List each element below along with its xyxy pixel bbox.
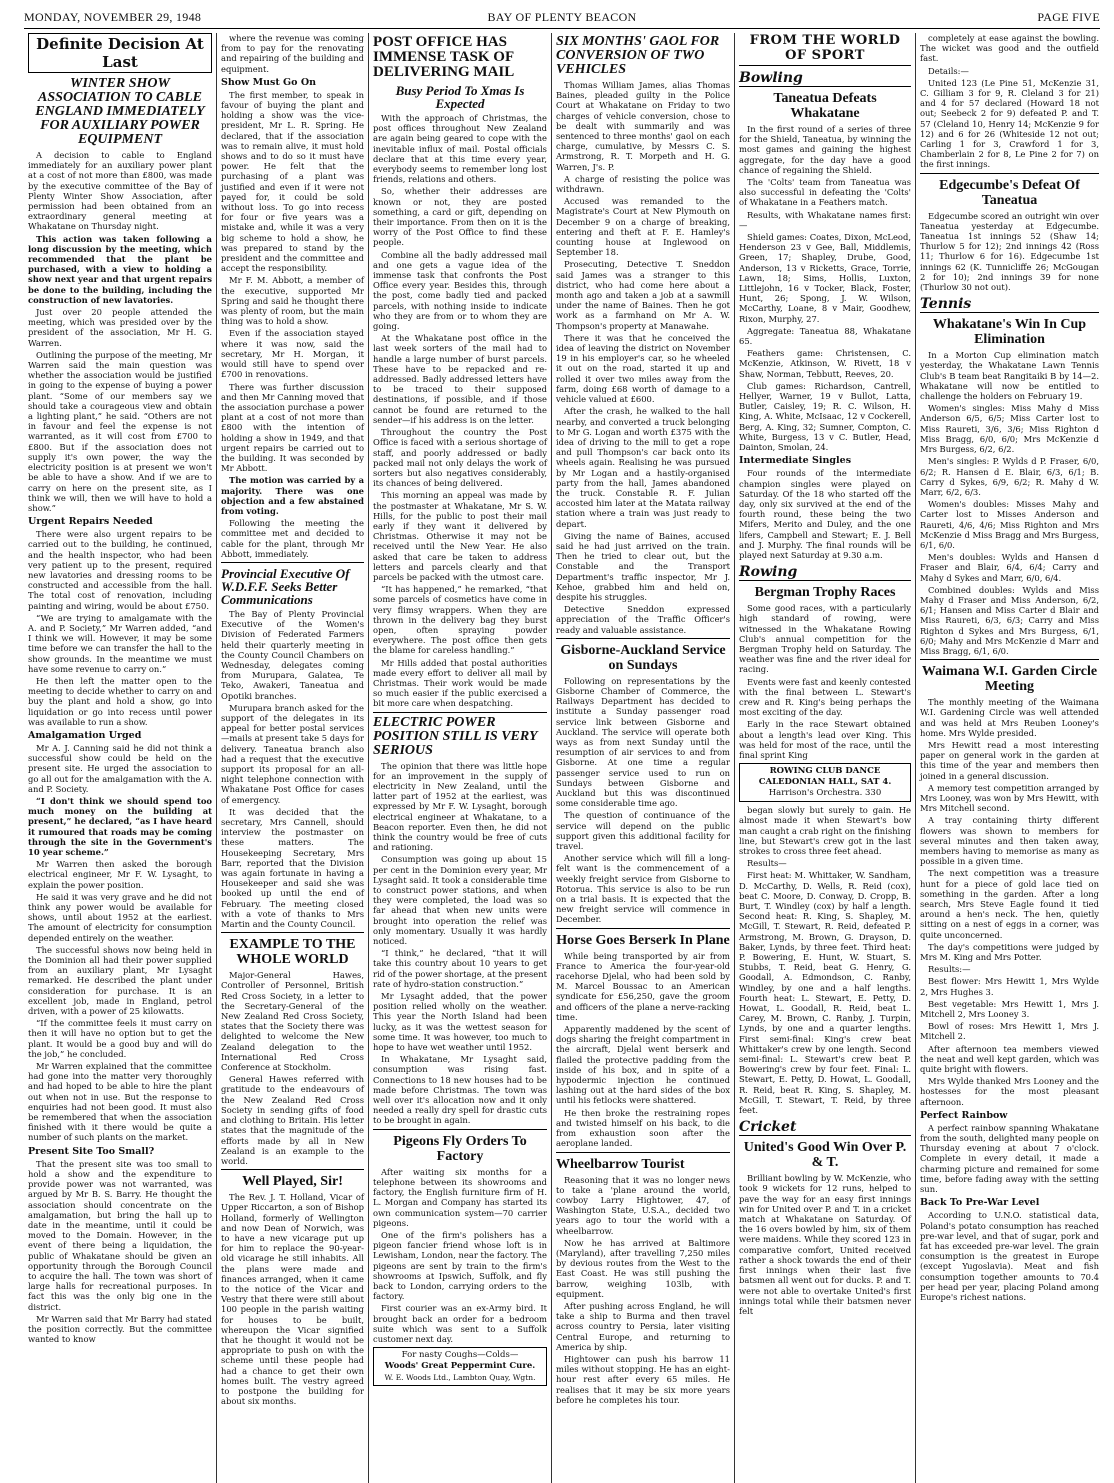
article-headline-waimana: Waimana W.I. Garden Circle Meeting <box>921 664 1098 695</box>
paragraph: Mr Lysaght added, that the power position relied wholly on the weather. This year the North Island had been lucky, as it was the wettest season for some time. It was however, too much to hope to have wet weather until 1952. <box>373 991 547 1053</box>
paragraph: The Bay of Plenty Provincial Executive of the Women's Division of Federated Farmers held their quarterly meeting in the County Council Chambers on Wednesday, delegates coming from Murupara, Galatea, Te Teko, Awakeri, Taneatua and Opotiki branches. <box>221 608 364 701</box>
article-headline-gaol: SIX MONTHS' GAOL FOR CONVERSION OF TWO VEHICLES <box>556 34 720 77</box>
column-4 <box>552 33 735 1483</box>
paragraph: completely at ease against the bowling. The wicket was good and the outfield fast. <box>920 33 1099 64</box>
paragraph: With the approach of Christmas, the post offices throughout New Zealand are again being geared to cope with the inevitable influx of mail. Postal officials declare that at this time every year, everybody seems to remember long lost friends, relations and others. <box>373 113 547 185</box>
section-label-bowling: Bowling <box>739 70 911 87</box>
paragraph: Results:— <box>928 964 971 975</box>
article-headline-winter-show: WINTER SHOW ASSOCIATION TO CABLE ENGLAND IMMEDIATELY FOR AUXILIARY POWER EQUIPMENT <box>35 76 205 147</box>
paragraph: After waiting six months for a telephone between its showrooms and factory, the English furniture firm of H. L. Morgan and Company has started its own communication system—70 carrier pigeons. <box>373 1166 547 1228</box>
paragraph: The Rev. J. T. Holland, Vicar of Upper Riccarton, a son of Bishop Holland, formerly of Wellington and now Dean of Norwich, was to have a new vicarage put up for him to replace the 90-year-old vicarage he still inhabits. All the plans were made and finances arranged, when it came to the notice of the Vicar and Vestry that there were still about 100 people in the parish waiting for houses to be built, whereupon the Vicar signified that he thought it would not be appropriate to push on with the scheme until these people had had a chance to get their own homes built. The vestry agreed to postpone the building for about six months. <box>221 1192 364 1407</box>
paragraph: Some good races, with a particularly high standard of rowing, were witnessed in the Whakatane Rowing Club's annual competition for the Bergman Trophy held on Saturday. The weather was fine and the river ideal for racing. <box>739 603 911 675</box>
paragraph: Four rounds of the intermediate champion singles were played on Saturday. Of the 18 who started off the day, only six survived at the end of the fourth round, these being the two Mifers, Merito and Duley, and the one lifers, Campbell and Stewart; E. J. Bell and J. Murphy. The final rounds will be played next Saturday at 9.30 a.m. <box>739 468 911 560</box>
paragraph: Major-General Hawes, Controller of Personnel, British Red Cross Society, in a letter to the Secretary-General of the New Zealand Red Cross Society, states that the Society there was delighted to welcome the New Zealand delegation to the International Red Cross Conference at Stockholm. <box>221 970 364 1073</box>
paragraph: Giving the name of Baines, accused said he had just arrived on the train. Then he tried to clear out, but the Constable and the Transport Department's traffic inspector, Mr J. Kehoe, grabbed him and held on, despite his struggles. <box>556 530 730 602</box>
divider <box>221 1169 364 1170</box>
paragraph: Mr Warren explained that the committee had gone into the matter very thoroughly and had hoped to be able to hire the plant out when not in use. But the response to enquiries had not been good. It must also be remembered that when the association finished with it there would be quite a number of such plants on the market. <box>28 1061 212 1143</box>
divider <box>221 562 364 563</box>
column-2 <box>217 33 369 1483</box>
sport-banner: FROM THE WORLD OF SPORT <box>739 33 911 66</box>
paragraph: Best vegetable: Mrs Hewitt 1, Mrs J. Mitchell 2, Mrs Looney 3. <box>920 998 1099 1020</box>
column-3 <box>369 33 552 1483</box>
advertisement-woods-peppermint <box>373 1347 547 1386</box>
paragraph: He then broke the restraining ropes and twisted himself on his back, to die from exhaustion soon after the aeroplane landed. <box>556 1107 730 1149</box>
paragraph: Events were fast and keenly contested with the final between L. Stewart's crew and R. King's being perhaps the most exciting of the day. <box>739 676 911 718</box>
paragraph: In Whakatane, Mr Lysaght said, consumption was rising fast. Connections to 18 new houses had to be made before Christmas. The town was well over it's allocation now and it only needed a really dry spell for drastic cuts to be brought in again. <box>373 1054 547 1126</box>
paragraph: This action was taken following a long discussion by the meeting, which recommended that the plant be purchased, with a view to holding a show next year and that urgent repairs be done to the building, including the construction of new lavatories. <box>28 233 212 305</box>
ad-line: ROWING CLUB DANCE <box>769 766 881 777</box>
paragraph: There was further discussion and then Mr Canning moved that the association purchase a power plant at a cost of not more than £800 with the intention of holding a show in 1949, and that urgent repairs be carried out to the building. It was seconded by Mr Abbott. <box>221 381 364 474</box>
ad-line: CALEDONIAN HALL, SAT 4. <box>758 777 892 788</box>
paragraph: It was decided that the secretary, Mrs Cannell, should interview the postmaster on these matters. The Housekeeping Secretary, Mrs Barr, reported that the Division was again fortunate in having a Housekeeper and said she was booked up until the end of February. The meeting closed with a vote of thanks to Mrs Martin and the County Council. <box>221 806 364 930</box>
section-label-rowing: Rowing <box>739 564 911 581</box>
paragraph: Results, with Whakatane names first:— <box>739 209 911 230</box>
article-headline-horse: Horse Goes Berserk In Plane <box>556 932 730 948</box>
masthead-date: MONDAY, NOVEMBER 29, 1948 <box>24 10 202 24</box>
paragraph: While being transported by air from France to America the four-year-old racehorse Djelal, who had been sold by M. Marcel Boussac to an American syndicate for £56,250, gave the groom and officers of the plane a nerve-racking time. <box>556 950 730 1022</box>
subheading: Perfect Rainbow <box>920 1109 1008 1121</box>
paragraph: A charge of resisting the police was withdrawn. <box>556 173 730 195</box>
paragraph: Reasoning that it was no longer news to take a 'plane around the world, cowboy Larry Hightower, 47, of Washington State, U.S.A., decided two years ago to tour the world with a wheelbarrow. <box>556 1174 730 1236</box>
divider <box>373 712 547 713</box>
paragraph: The day's competitions were judged by Mrs M. King and Mrs Potter. <box>920 941 1099 963</box>
paragraph: Mrs Wylde thanked Mrs Looney and the hostesses for the most pleasant afternoon. <box>920 1076 1099 1107</box>
paragraph: Details:— <box>928 65 969 76</box>
paragraph: He then left the matter open to the meeting to decide whether to carry on and buy the plant and hold a show, go into liquidation or go into recess until power was available to run a show. <box>28 675 212 727</box>
article-deck: Busy Period To Xmas Is Expected <box>395 83 525 111</box>
section-label-cricket: Cricket <box>739 1119 911 1136</box>
paragraph: Bowl of roses: Mrs Hewitt 1, Mrs J. Mitchell 2. <box>920 1021 1099 1042</box>
paragraph: The monthly meeting of the Waimana W.I. Gardening Circle was well attended and was held at Mrs Reuben Looney's home. Mrs Wylde presided. <box>920 697 1099 738</box>
paragraph: Even if the association stayed where it was now, said the secretary, Mr H. Morgan, it would still have to spend over £700 in renovations. <box>221 328 364 380</box>
paragraph: “It has happened,” he remarked, “that some parcels of cosmetics have come in very flimsy wrappers. When they are thrown in the delivery bag they burst open, often spraying powder everywhere. The post office then gets the blame for careless handling.” <box>373 584 547 656</box>
paragraph: Early in the race Stewart obtained about a length's lead over King. This was held for most of the race, until the final sprint King <box>739 719 911 760</box>
article-headline-edgecumbe: Edgecumbe's Defeat Of Taneatua <box>939 177 1080 208</box>
paragraph: Prosecuting, Detective T. Sneddon said James was a stranger to this district, who had come here about a month ago and taken a job at a sawmill under the name of Baines. Then he got work as a farmhand on Mr A. W. Thompson's property at Manawahe. <box>556 259 730 331</box>
column-6 <box>916 33 1103 1483</box>
paragraph: There it was that he conceived the idea of leaving the district on November 19 in his employer's car, so he wheeled it out on the road, started it up and rolled it over two miles away from the farm, doing £68 worth of damage to a vehicle valued at £600. <box>556 332 730 405</box>
paragraph: Aggregate: Taneatua 88, Whakatane 65. <box>739 325 911 347</box>
paragraph: After pushing across England, he will take a ship to Burma and then travel across country to Persia, later visiting Central Europe, and returning to America by ship. <box>556 1300 730 1352</box>
article-headline-wheelbarrow: Wheelbarrow Tourist <box>556 1156 685 1172</box>
paragraph: At the Whakatane post office in the last week sorters of the mail had to handle a large number of burst parcels. These have to be repacked and re-addressed. Badly addressed letters have to be traced to their supposed destinations, if possible, and if those cannot be found are returned to the sender—if his address is on the letter. <box>373 333 547 425</box>
article-headline-wdff: Provincial Executive Of W.D.F.F. Seeks Better Communications <box>221 565 350 607</box>
paragraph: Edgecumbe scored an outright win over Taneatua yesterday at Edgecumbe. Taneatua 1st innings 52 (Shaw 14; Thurlow 5 for 12); 2nd innings 42 (Ross 11; Thurlow 6 for 16). Edgecumbe 1st innings 62 (K. Tunnicliffe 26; McGougan 2 for 10); 2nd innings 39 for none (Thurlow 30 not out). <box>920 210 1099 293</box>
article-headline-gisborne: Gisborne-Auckland Service on Sundays <box>560 642 726 673</box>
paragraph: Following the meeting the committee met and decided to cable for the plant, through Mr Abbott, immediately. <box>221 518 364 559</box>
paragraph: where the revenue was coming from to pay for the renovating and repairing of the building and equipment. <box>221 33 364 74</box>
paragraph: There were also urgent repairs to be carried out to the building, he continued, and the health inspector, who had been very patient up to the present, required new lavatories and dressing rooms to be constructed and accessible from the hall. The total cost of renovation, including painting and wiring, would be about £750. <box>28 529 212 611</box>
paragraph: He said it was very grave and he did not think any power would be available for shows, until about 1952 at the earliest. The amount of electricity for consumption depended entirely on the weather. <box>28 891 212 943</box>
subheading: Intermediate Singles <box>739 455 852 467</box>
paragraph: Thomas William James, alias Thomas Baines, pleaded guilty in the Police Court at Whakatane on Friday to two charges of vehicle conversion, chose to be dealt with summarily and was sentenced to three months' gaol on each charge, cumulative, by Messrs C. S. Armstrong, R. T. Morpeth and H. G. Warren, J's. P. <box>556 80 730 172</box>
divider <box>556 928 730 929</box>
paragraph: “We are trying to amalgamate with the A. and P. Society,” Mr Warren added, “and I think we will. However, it may be some time before we can transfer the hall to the show grounds. In the meantime we must have some revenue to carry on.” <box>28 612 212 674</box>
paragraph: The 'Colts' team from Taneatua was also successful in defeating the 'Colts' of Whakatane in a Feathers match. <box>739 177 911 208</box>
article-headline-example: EXAMPLE TO THE WHOLE WORLD <box>229 937 356 968</box>
paragraph: “I don't think we should spend too much money on the building at present,” he declared, “as I have heard it rumoured that roads may be coming through the site in the Government's 10 year scheme.” <box>28 795 212 857</box>
paragraph: The opinion that there was little hope for an improvement in the supply of electricity in New Zealand, until the latter part of 1952 at the earliest, was expressed by Mr F. W. Lysaght, borough electrical engineer at Whakatane, to a Beacon reporter. Even then, he did not think the country would be free of cuts and rationing. <box>373 760 547 853</box>
masthead-paper-name: BAY OF PLENTY BEACON <box>487 10 637 24</box>
paragraph: The motion was carried by a majority. There was one objection and a few abstained from voting. <box>221 475 364 516</box>
article-headline-well-played: Well Played, Sir! <box>242 1174 343 1190</box>
paragraph: Mrs Hewitt read a most interesting paper on general work in the garden at this time of the year and members then joined in a general discussion. <box>920 739 1099 781</box>
paragraph: In a Morton Cup elimination match yesterday, the Whakatane Lawn Tennis Club's B team beat Rangitaiki B by 14—2. Whakatane will now be entitled to challenge the holders on February 19. <box>920 350 1099 402</box>
paragraph: Outlining the purpose of the meeting, Mr Warren said the main question was whether the association would be justified in going to the expense of buying a power plant. “Some of our members say we should take a courageous view and obtain a lighting plant,” he said. “Others are not in favour and feel the expense is not warranted, as it will cost from £700 to £800. But if the association does not supply it's own power, the way the electricity position is at present we won't be able to have a show. And if we are to carry on here on the present site, as I think we will, then we will have to hold a show.” <box>28 349 212 513</box>
subheading: Amalgamation Urged <box>28 729 142 741</box>
masthead <box>24 10 1100 29</box>
paragraph: Hightower can push his barrow 11 miles without stopping. He has an eight-hour rest after every 65 miles. He realises that it may be six more years before he completes his tour. <box>556 1353 730 1405</box>
paragraph: Best flower: Mrs Hewitt 1, Mrs Wylde 2, Mrs Hughes 3. <box>920 976 1099 997</box>
divider <box>556 638 730 639</box>
paragraph: Now he has arrived at Baltimore (Maryland), after travelling 7,250 miles by devious routes from the West to the East Coast. He was still pushing the barrow, weighing 103lb, with equipment. <box>556 1237 730 1299</box>
paragraph: Men's singles: P. Wylds d P. Fraser, 6/0, 6/2; R. Hansen d E. Blair, 6/3, 6/1; B. Carry d Sykes, 6/9, 6/2; R. Mahy d W. Marr, 6/2, 6/3. <box>920 456 1099 497</box>
subheading: Present Site Too Small? <box>28 1145 155 1157</box>
paragraph: Just over 20 people attended the meeting, which was presided over by the president of the association, Mr H. G. Warren. <box>28 307 212 348</box>
paragraph: Detective Sneddon expressed appreciation of the Traffic Officer's ready and valuable assistance. <box>556 604 730 635</box>
paragraph: This morning an appeal was made by the postmaster at Whakatane, Mr S. W. Hills, for the public to post their mail early if they want it delivered by Christmas. Otherwise it may not be received until the New Year. He also asked that care be taken to address letters and parcels clearly and that parcels be packed with the utmost care. <box>373 490 547 582</box>
article-headline-taneatua: Taneatua Defeats Whakatane <box>773 91 877 121</box>
paragraph: Results— <box>747 858 787 869</box>
paragraph: “If the committee feels it must carry on then it will have no option but to get the plant. It would be a good buy and will do the job,” he concluded. <box>28 1018 212 1059</box>
ad-line: For nasty Coughs—Colds— <box>401 1350 519 1361</box>
paragraph: After afternoon tea members viewed the neat and well kept garden, which was quite bright with flowers. <box>920 1043 1099 1075</box>
subheading: Back To Pre-War Level <box>920 1197 1040 1209</box>
paragraph: United 123 (Le Pine 51, McKenzie 31, C. Gilliam 3 for 9, R. Cleland 3 for 21) and 4 for 57 declared (Howard 18 not out; Seebeck 2 for 9) defeated P. and T. 57 (Cleland 10, Henry 14; McKenzie 9 for 12) and 6 for 26 (Whiteside 12 not out; Carling 1 for 3, Crawford 1 for 3, Chamberlain 2 for 8, Le Pine 2 for 7) on the first innings. <box>920 77 1099 170</box>
column-5-sport <box>735 33 916 1483</box>
paragraph: Combined doubles: Wylds and Miss Mahy d Fraser and Miss Anderson, 6/2, 6/1; Hansen and Miss Carter d Blair and Miss Raureti, 6/3, 6/3; Carry and Miss Righton d Sykes and Mrs Burgess, 6/1, 6/0; Mahy and Mrs McKenzie d Marr and Miss Bragg, 6/1, 6/0. <box>920 584 1099 656</box>
subheading: Show Must Go On <box>221 76 316 88</box>
paragraph: began slowly but surely to gain. He almost made it when Stewart's bow man caught a crab right on the finishing line, but Stewart's crew got in the last strokes to cross three feet ahead. <box>739 805 911 856</box>
paragraph: According to U.N.O. statistical data, Poland's potato consumption has reached pre-war level, and that of sugar, pork and fat has exceeded pre-war level. The grain consumption is the greatest in Europe (except Yugoslavia). Meat and fish consumption together amounts to 70.4 per head per year, placing Poland among Europe's richest nations. <box>920 1210 1099 1302</box>
paragraph: First heat: M. Whittaker, W. Sandham, D. McCarthy, D. Wells, R. Reid (cox), beat C. Moore, D. Conway, D. Cropp, B. Burt, T. Windley (cox) by half a length. Second heat: R. King, S. Shapley, M. McGill, T. Stewart, R. Reid, defeated P. Armstrong, M. Brown, G. Drayson, D. Baker, Lynds, by three feet. Third heat: P. Bowering, E. Hunt, W. Stuart, S. Stubbs, T. Reid, beat G. Henry, G. Goodall, A. Edmondson, C. Ranby, Windley, by one and a half lengths. Fourth heat: L. Stewart, E. Petty, D. Howat, L. Goodall, R. Reid, beat L. Carey, M. Brown, C. Ranby, J. Turpin, Lynds, by one and a quarter lengths. First semi-final: King's crew beat Whittaker's crew by one length. Second semi-final: L. Stewart's crew beat P. Bowering's crew by four feet. Final: L. Stewart, E. Petty, D. Howat, L. Goodall, R. Reid, beat R. King, S. Shapley, M. McGill, T. Stewart, T. Reid, by three feet. <box>739 870 911 1116</box>
paragraph: Following on representations by the Gisborne Chamber of Commerce, the Railways Department has decided to institute a Sunday passenger road service link between Gisborne and Auckland. The service will operate both ways as from next Sunday until the resumption of air services to and from Gisborne. At one time a regular passenger service used to run on Sundays between Gisborne and Auckland but this was discontinued some considerable time ago. <box>556 675 730 809</box>
article-headline-pigeons: Pigeons Fly Orders To Factory <box>393 1133 527 1164</box>
column-1 <box>24 33 217 1483</box>
paragraph: The question of continuance of the service will depend on the public support given this additional facility for travel. <box>556 810 730 852</box>
paragraph: A memory test competition arranged by Mrs Looney, was won by Mrs Hewitt, with Mrs Mitchell second. <box>920 782 1099 814</box>
columns <box>24 33 1100 1483</box>
paragraph: The next competition was a treasure hunt for a piece of gold lace tied on something in the garden. After a long search, Mrs Steve Eagle found it tied around a hen's neck. The hen, quietly sitting on a nest of eggs in a corner, was quite unconcerned. <box>920 868 1099 940</box>
masthead-page-number: PAGE FIVE <box>1037 10 1101 24</box>
paragraph: Club games: Richardson, Cantrell, Hellyer, Warner, 19 v Bullot, Latta, Butler, Caisley, 19; R. C. Wilson, H. King, A. White, McIsaac, 12 v Cockerell, Berg, A. King, 32; Sumner, Compton, C. White, Burgess, 13 v C. Butler, Head, Dainton, Smolan, 24. <box>739 380 911 453</box>
divider <box>920 659 1099 660</box>
article-headline-cup: Whakatane's Win In Cup Elimination <box>932 317 1087 348</box>
paragraph: Another service which will fill a long-felt want is the commencement of a weekly freight service from Gisborne to Rotorua. This service is also to be run on a trial basis. It is expected that the new freight service will commence in December. <box>556 853 730 925</box>
subheading: Urgent Repairs Needed <box>28 516 153 528</box>
article-headline-bergman: Bergman Trophy Races <box>754 585 896 601</box>
paragraph: A perfect rainbow spanning Whakatane from the south, delighted many people on Thursday evening at about 7 o'clock. Complete in every detail, it made a charming picture and remained for some time, before fading away with the setting sun. <box>920 1122 1099 1195</box>
paragraph: Accused was remanded to the Magistrate's Court at New Plymouth on December 9 on a charge of breaking, entering and theft at F. E. Hamley's counting house at Inglewood on September 18. <box>556 196 730 258</box>
paragraph: Mr F. M. Abbott, a member of the executive, supported Mr Spring and said he thought there was plenty of room, but the main thing was to hold a show. <box>221 275 364 327</box>
paragraph: Brilliant bowling by W. McKenzie, who took 9 wickets for 12 runs, helped to pave the way for an easy first innings win for United over P. and T. in a cricket match at Whakatane on Saturday. Of the 16 overs bowled by him, six of them were maidens. While they scored 123 in comparative comfort, United received rather a shock towards the end of their first innings when their last five batsmen all went out for ducks. P. and T. were not able to overtake United's first innings total while their batsmen never felt <box>739 1173 911 1316</box>
kicker-box: Definite Decision At Last <box>28 33 212 73</box>
paragraph: General Hawes referred with gratitude to the endeavours of the New Zealand Red Cross Society in sending gifts of food and clothing to Britain. His letter states that the magnitude of the efforts made by all in New Zealand is an example to the world. <box>221 1074 364 1166</box>
paragraph: The first member, to speak in favour of buying the plant and holding a show was the vice-president, Mr L. R. Spring. He declared, that if the association was to remain alive, it must hold shows and to do so it must have power. He felt that the purchasing of a plant was justified and even if it were not payed for, it could be sold without loss. To go into recess for four or five years was a mistake and, while it was a very big scheme to hold a show, he was prepared to stand by the president and the committee and accept the responsibility. <box>221 89 364 274</box>
paragraph: Mr Warren then asked the borough electrical engineer, Mr F. W. Lysaght, to explain the power position. <box>28 859 212 890</box>
advertisement-rowing-dance <box>739 763 911 802</box>
paragraph: Feathers game: Christensen, C. McKenzie, Atkinson, W. Rivett, 18 v Shaw, Norman, Tebbutt, Reeves, 20. <box>739 348 911 379</box>
ad-line: Woods' Great Peppermint Cure. <box>384 1361 536 1372</box>
paragraph: Combine all the badly addressed mail and one gets a vague idea of the immense task that confronts the Post Office every year. Besides this, through the post, come badly tied and packed parcels, with nothing inside to indicate who they are from or to whom they are going. <box>373 249 547 332</box>
paragraph: That the present site was too small to hold a show and the expenditure to provide power was not warranted, was argued by Mr B. S. Barry. He thought the association should concentrate on the amalgamation, but bring the hall up to date in the meantime, until it could be moved to the Domain. However, in the event of there being a liquidation, the public of Whakatane should be given an opportunity through the Borough Council to acquire the hall. The town was short of large halls for recreational purposes. In fact this was the only big one in the district. <box>28 1158 212 1312</box>
paragraph: So, whether their addresses are known or not, they are posted something, a card or gift, depending on their importance. From then on it is the worry of the Post Office to find these people. <box>373 186 547 248</box>
paragraph: Throughout the country the Post Office is faced with a serious shortage of staff, and poorly addressed or badly packed mail not only delays the work of sorters but also negatives considerably, its chances of being delivered. <box>373 427 547 489</box>
paragraph: Shield games: Coates, Dixon, McLeod, Henderson 23 v Gee, Ball, Middlemis, Green, 17; Shapley, Drube, Good, Anderson, 13 v Ricketts, Grace, Torrie, Lawn, 18; Sims, Hollis, Luxton, Littlejohn, 16 v Tocker, Black, Foster, Hunt, 26; Spong, J. W. Wilson, McCarthy, Loane, 8 v Mair, Goodhew, Rixon, Murphy, 27. <box>739 232 911 324</box>
paragraph: Men's doubles: Wylds and Hansen d Fraser and Blair, 6/4, 6/4; Carry and Mahy d Sykes and Marr, 6/0, 6/4. <box>920 552 1099 583</box>
paragraph: Women's singles: Miss Mahy d Miss Anderson 6/5, 6/5; Miss Carter lost to Miss Raureti, 3/6, 3/6; Miss Righton d Miss Bragg, 6/0, 6/0; Mrs McKenzie d Mrs Burgess, 6/2, 6/2. <box>920 403 1099 455</box>
paragraph: Mr A. J. Canning said he did not think a successful show could be held on the present site. He urged the association to go all out for the amalgamation with the A. and P. Society. <box>28 742 212 794</box>
ad-line: W. E. Woods Ltd., Lambton Quay, Wgtn. <box>384 1373 536 1383</box>
article-lead: A decision to cable to England immediately for an auxiliary power plant at a cost of not more than £800, was made by the executive committee of the Bay of Plenty Winter Show Association, after permission had been obtained from an extraordinary general meeting at Whakatane on Thursday night. <box>28 150 212 232</box>
article-headline-united: United's Good Win Over P. & T. <box>743 1140 907 1171</box>
divider <box>221 932 364 933</box>
ad-line: Harrison's Orchestra. 330 <box>768 788 882 799</box>
divider <box>556 1152 730 1153</box>
paragraph: Apparently maddened by the scent of dogs sharing the freight compartment in the aircraft, Djelal went berserk and flailed the protective padding from the inside of his box, and in spite of a hypodermic injection he continued lashing out at the hard sides of the box until his fetlocks were shattered. <box>556 1024 730 1106</box>
paragraph: One of the firm's polishers has a pigeon fancier friend whose loft is in Lewisham, London, near the factory. The pigeons are sent by train to the firm's showrooms at Ipswich, Suffolk, and fly back to London, carrying orders to the factory. <box>373 1229 547 1302</box>
paragraph: Mr Hills added that postal authorities made every effort to deliver all mail by Christmas. Their work would be made so much easier if the public exercised a bit more care when despatching. <box>373 657 547 709</box>
paragraph: Murupara branch asked for the support of the delegates in its appeal for better postal services—mails at present take 5 days for delivery. Taneatua branch also had a request that the executive support its proposal for an all-night telephone connection with Whakatane Post Office for cases of emergency. <box>221 702 364 805</box>
paragraph: Mr Warren said that Mr Barry had stated the position correctly. But the committee wanted to know <box>28 1313 212 1345</box>
paragraph: “I think,” he declared, “that it will take this country about 10 years to get rid of the power shortage, at the present rate of hydro-station construction.” <box>373 948 547 989</box>
paragraph: Consumption was going up about 15 per cent in the Dominion every year, Mr Lysaght said. It took a considerable time to construct power stations, and when they were completed, the load was so far ahead that when new units were brought into operation the relief was only momentary. Usually it was hardly noticed. <box>373 854 547 947</box>
section-label-tennis: Tennis <box>920 296 1099 313</box>
article-headline-electric-power: ELECTRIC POWER POSITION STILL IS VERY SERIOUS <box>373 714 538 758</box>
paragraph: The successful shows now being held in the Dominion all had their power supplied from an auxiliary plant, Mr Lysaght remarked. He described the plant under consideration for purchase. It is an excellent job, made in England, petrol driven, with a power of 25 kilowatts. <box>28 944 212 1017</box>
paragraph: A tray containing thirty different flowers was shown to members for several minutes and then taken away, members having to memorise as many as possible in a given time. <box>920 815 1099 867</box>
divider <box>920 173 1099 174</box>
paragraph: After the crash, he walked to the hall nearby, and converted a truck belonging to Mr G. Logan and worth £375 with the idea of driving to the mill to get a rope and pull Thompson's car back onto its wheels again. Realising he was pursued by Mr Logan and a hastily-organised party from the hall, James abandoned the truck. Constable R. F. Julian accosted him later at the Matata railway station where a train was just ready to depart. <box>556 406 730 529</box>
article-headline-post-office: POST OFFICE HAS IMMENSE TASK OF DELIVERING MAIL <box>373 34 515 80</box>
paragraph: Women's doubles: Misses Mahy and Carter lost to Misses Anderson and Raureti, 4/6, 4/6; Miss Righton and Mrs McKenzie d Miss Bragg and Mrs Burgess, 6/1, 6/0. <box>920 499 1099 550</box>
paragraph: First courier was an ex-Army bird. It brought back an order for a bedroom suite which was sent to a Suffolk customer next day. <box>373 1303 547 1344</box>
paragraph: In the first round of a series of three for the Shield, Taneatua, by winning the most games and gaining the highest aggregate, for the day have a good chance of regaining the Shield. <box>739 124 911 175</box>
divider <box>373 1129 547 1130</box>
